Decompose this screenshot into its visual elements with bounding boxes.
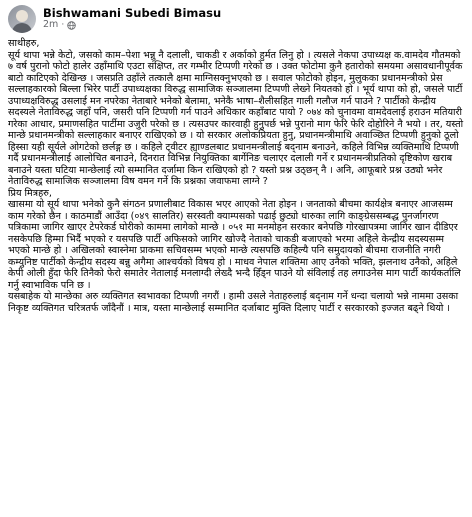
post-paragraph: प्रिय मित्रहरु,	[8, 187, 52, 199]
post-meta	[43, 7, 221, 31]
post-subline	[43, 20, 221, 31]
post-paragraph: यसबाहेक यो मान्छेका अरु व्यक्तिगत स्वभावका टिप्पणी नगरौं । हामी उसले नेताहरुलाई बद्नाम गर्ने धन्दा चलायो भन्ने नाममा उसका निकृष्ट व्यक्तिगत चरित्रतर्फ जाँदैनौं । मात्र, यस्ता मान्छेलाई सम्मानित दर्जाबाट मुक्ति दिलाए पार्टी र सरकारको इज्जत बढ्ने थियो ।	[8, 291, 462, 314]
globe-icon[interactable]	[67, 21, 76, 30]
post-body	[8, 38, 467, 314]
post-paragraph: साथीहरु,	[8, 38, 40, 49]
separator-dot: ·	[61, 20, 65, 31]
post-header	[8, 0, 464, 38]
post-paragraph: सूर्य थापा भन्ने केटो, जसको काम–पेशा भन्नु नै दलाली, चाकडी र अर्काको हुर्मत लिनु हो । त्यसले नेकपा उपाध्यक्ष क.वामदेव गौतमको ७ वर्ष पुरानो फोटो हालेर उहाँमाथि एउटा संक्षिप्त, तर गम्भीर टिप्पणी गरेको छ । उक्त फोटोमा कुनै हतारोको समयमा असावधानीपूर्वक बाटो काटिएको देखिन्छ । जसप्रति उहाँले तत्कालै क्षमा माग्निसक्नुभएको छ । सवाल फोटोको होइन, मुलुकका प्रधानमन्त्रीको प्रेस सल्लाहकारको बिल्ला भिरेर पार्टी उपाध्यक्षका विरुद्ध सामाजिक सञ्जालमा टिप्पणी लेख्ने नियतको हो । भूर्य थापा को हो, जसले पार्टी उपाध्यक्षविरुद्ध उसलाई मन नपरेका नेताबारे भनेको बेलामा, भनेकै भाषा–शैलीसहित गाली गलौज गर्न पाउने ? पार्टीको केन्द्रीय सदस्यले नेताविरुद्ध जहाँ पनि, जसरी पनि टिप्पणी गर्न पाउने अधिकार कहाँबाट पायो ? ०७४ को चुनावमा वामदेवलाई हराउन मतियारी गरेका आधार, प्रमाणसहित पार्टीमा उजुरी परेको छ । त्यसउपर कारवाही हुनुपर्छ भन्ने पुरानो माग फेरि फेरि दोहोरिने नै भयो । तर, यस्तो मान्छे प्रधानमन्त्रीको सल्लाहकार बनाएर राखिएको छ । यो सरकार अलोकप्रियता हुनु, प्रधानमन्त्रीमाथि अवाञ्छित टिप्पणी हुनुको ठूलो हिस्सा यही सूर्यले ओगटेको छर्लङ्ग छ । कहिले ट्वीटर ह्याण्डलबाट प्रधानमन्त्रीलाई बद्नाम बनाउने, कहिले विभिन्न व्यक्तिमाथि टिप्पणी गर्दै प्रधानमन्त्रीलाई आलोचित बनाउने, दिनरात विभिन्न नियुक्तिका बार्गेनिङ चलाएर दलाली गर्ने र प्रधानमन्त्रीप्रतिको दृष्टिकोण खराब बनाउने यस्ता घटिया मान्छेलाई त्यो सम्मानित दर्जामा किन राखिएको हो ? यस्तो प्रश्न उठ्छन् नै । अनि, आफूबारे प्रश्न उठ्यो भनेर नेताविरुद्ध सामाजिक सञ्जालमा विष वमन गर्ने कि प्रश्नका जवाफमा लाग्ने ?	[8, 49, 467, 187]
author-avatar[interactable]	[8, 5, 36, 33]
post-paragraph: खासमा यो सूर्य थापा भनेको कुनै संगठन प्रणालीबाट विकास भएर आएको नेता होइन । जनताको बीचमा कार्यक्षेत्र बनाएर आजसम्म काम गरेको छैन । काठमाडौं आउँदा (०४९ सालतिर) सरस्वती क्याम्पसको पढाई छुट्यो धारुका लागि काङ्ग्रेससम्बद्ध पुनर्जागरण पत्रिकामा जागिर खाएर टेपरेकर्ड घोरीको काममा लागेको मान्छे । ०५१ मा मनमोहन सरकार बनेपछि गोरखापत्रमा जागिर खान दीडिएर नसकेपछि हिम्मा भिर्दै भएको र यसपछि पार्टी अफिसको जागिर खोज्दै नेताको चाकडी बजाएको भरमा अहिले केन्द्रीय सदस्यसम्म भएको मान्छे हो । अखिलको स्वास्नेमा प्राकमा सचिवसम्म भएको मान्छे त्यसपछि कहिल्यै पनि समुदायको बीचमा राजनीति नगरी कम्युनिष्ट पार्टीको केन्द्रीय सदस्य बन्नु अगैमा आश्चर्यको विषय हो । माधव नेपाल शक्तिमा आए उनैको भक्ति, झलनाथ उनैको, अहिले केपी ओली हुँदा फेरि तिनैको फेरो समातेर नेतालाई मनलाग्दी लेख्दै भन्दै हिँड्न पाउने यो संविलाई तह लगाउनेस माग पार्टी कार्यकर्तालि गर्नु स्वाभाविक पनि छ ।	[8, 199, 464, 291]
post-timestamp[interactable]: 2m	[43, 19, 59, 31]
author-name[interactable]: Bishwamani Subedi Bimasu	[43, 5, 222, 20]
